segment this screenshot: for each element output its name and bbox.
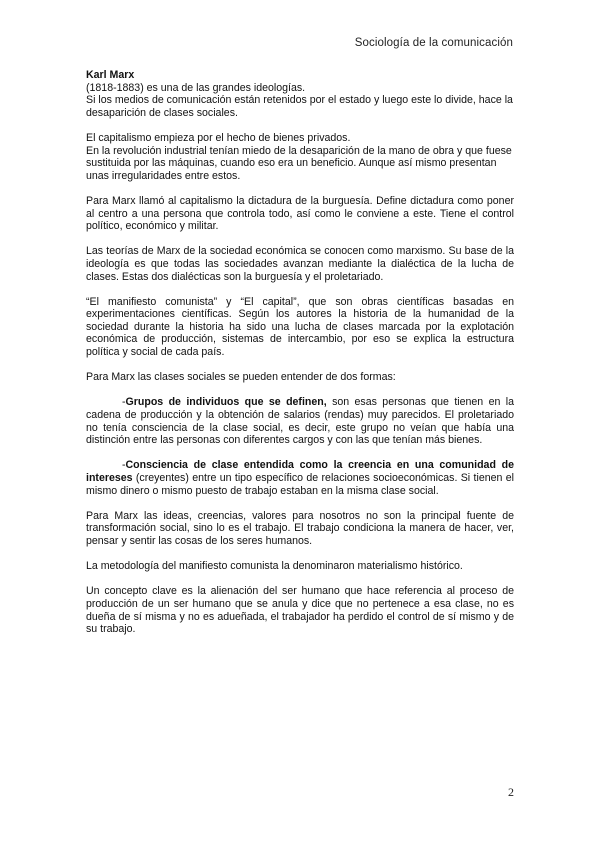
- item-2-dash: -: [122, 459, 126, 472]
- item-1-text: son esas personas que tienen en la cadena de producción y la obtención de salarios (rendas) muy parecidos. El proletariado no tenía consciencia de la clase social, es decir, este grupo no veían que había una distinción entre las personas con diferentes cargos y con las que tenían más bienes.: [86, 396, 514, 447]
- class-form-item-1: [86, 396, 514, 446]
- methodology-paragraph: La metodología del manifiesto comunista la denominaron materialismo histórico.: [86, 560, 463, 573]
- page-number: 2: [508, 785, 514, 799]
- dictatorship-paragraph: Para Marx llamó al capitalismo la dictadura de la burguesía. Define dictadura como poner al centro a una persona que controla todo, así como le conviene a este. Tiene el control político, económico y militar.: [86, 194, 514, 233]
- capitalism-line-1: El capitalismo empieza por el hecho de bienes privados.: [86, 131, 351, 144]
- intro-paragraph: [86, 69, 514, 119]
- item-2-bold-text: Consciencia de clase entendida como la creencia en una comunidad de intereses: [86, 459, 514, 484]
- class-form-item-2: [86, 459, 514, 497]
- marxism-paragraph: Las teorías de Marx de la sociedad económica se conocen como marxismo. Su base de la ideología es que todas las sociedades avanzan mediante la dialéctica de la lucha de clases. Estas dos dialécticas son la burguesía y el proletariado.: [86, 245, 514, 283]
- alienation-paragraph: Un concepto clave es la alienación del ser humano que hace referencia al proceso de producción de un ser humano que se anula y dice que no pertenece a esa clase, no es dueña de sí misma y no es adueñada, el trabajador ha perdido el control de sí mismo y de su trabajo.: [86, 585, 514, 636]
- document-body: [86, 69, 514, 648]
- works-paragraph: “El manifiesto comunista” y “El capital”, que son obras científicas basadas en experimentaciones científicas. Según los autores la historia de la humanidad de la sociedad durante la historia ha sido una lucha de clases marcada por la explotación económica de producción, sistemas de intercambio, por eso se explica la estructura política y social de cada país.: [86, 295, 514, 359]
- capitalism-paragraph: [86, 132, 514, 182]
- item-1-dash: -: [122, 396, 126, 409]
- running-header: Sociología de la comunicación: [354, 37, 513, 49]
- ideas-paragraph: Para Marx las ideas, creencias, valores para nosotros no son la principal fuente de transformación social, sino lo es el trabajo. El trabajo condiciona la manera de hacer, ver, pensar y sentir las cosas de los seres humanos.: [86, 509, 514, 547]
- section-heading: Karl Marx: [86, 69, 135, 81]
- item-2-text: (creyentes) entre un tipo específico de relaciones socioeconómicas. Si tienen el mismo dinero o mismo puesto de trabajo estaban en la misma clase social.: [86, 472, 514, 497]
- intro-line-1: (1818-1883) es una de las grandes ideologías.: [86, 81, 306, 94]
- item-1-bold-text: Grupos de individuos que se definen,: [125, 396, 327, 409]
- classes-intro-paragraph: Para Marx las clases sociales se pueden entender de dos formas:: [86, 371, 396, 384]
- intro-line-2: Si los medios de comunicación están retenidos por el estado y luego este lo divide, hace la desaparición de clases sociales.: [86, 94, 513, 119]
- capitalism-line-2: En la revolución industrial tenían miedo de la desaparición de la mano de obra y que fuese sustituida por las máquinas, cuando eso era un beneficio. Aunque así mismo presentan unas irregularidades entre estos.: [86, 144, 512, 182]
